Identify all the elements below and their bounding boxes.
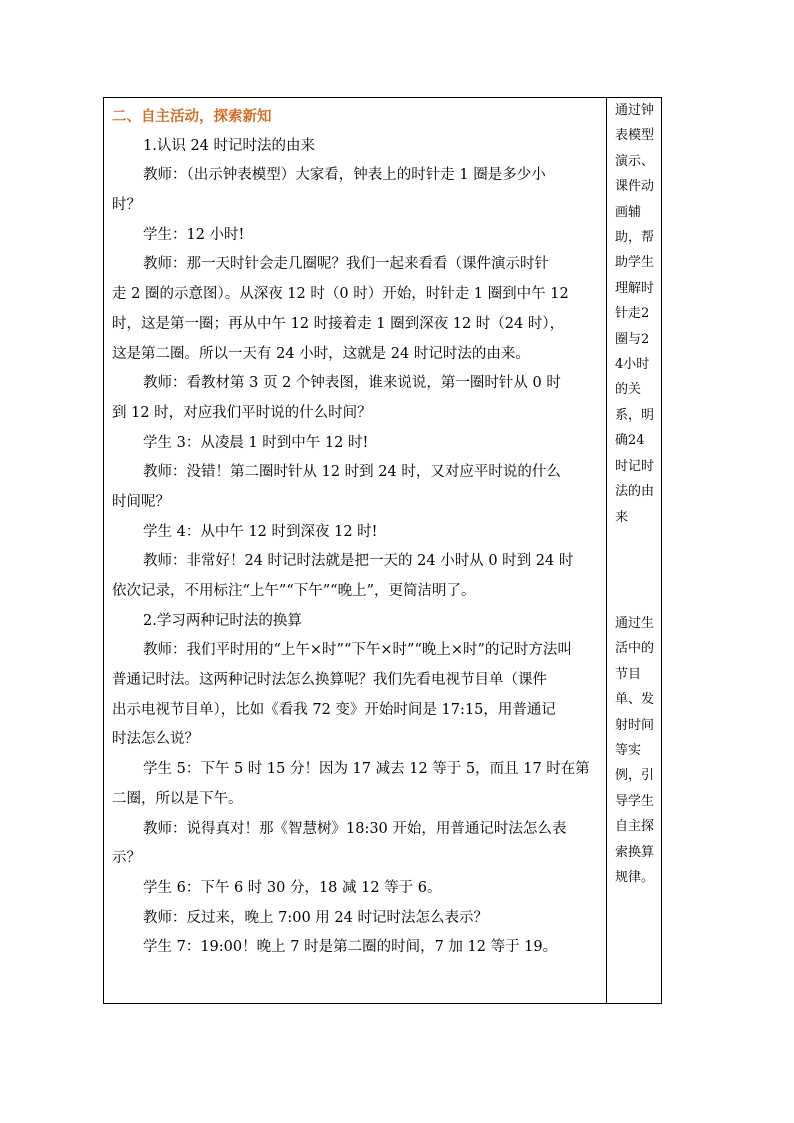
section-heading: 二、自主活动，探索新知 — [112, 108, 272, 125]
text-line: 教师：没错！第二圈时针从 12 时到 24 时，又对应平时说的什么 — [143, 464, 561, 481]
text-line: 时，这是第一圈；再从中午 12 时接着走 1 圈到深夜 12 时（24 时）， — [112, 315, 565, 332]
column-divider — [606, 98, 607, 1003]
text-line: 普通记时法。这两种记时法怎么换算呢？我们先看电视节目单（课件 — [112, 672, 547, 689]
design-note-2: 通过生活中的节目单、发射时间等实例，引导学生自主探索换算规律。 — [615, 616, 655, 886]
text-line: 教师：说得真对！那《智慧树》18:30 开始，用普通记时法怎么表 — [143, 820, 567, 837]
text-line: 二圈，所以是下午。 — [112, 790, 243, 807]
text-line: 学生：12 小时! — [143, 226, 245, 243]
text-line: 教师：我们平时用的“上午×时”“下午×时”“晚上×时”的记时方法叫 — [143, 642, 572, 659]
text-line: 这是第二圈。所以一天有 24 小时，这就是 24 时记时法的由来。 — [112, 345, 530, 362]
text-line: 教师：非常好！24 时记时法就是把一天的 24 小时从 0 时到 24 时 — [143, 553, 574, 570]
text-line: 依次记录，不用标注“上午”“下午”“晚上”，更简洁明了。 — [112, 583, 476, 599]
text-line: 时法怎么说？ — [112, 731, 199, 748]
text-line: 教师：那一天时针会走几圈呢？我们一起来看看（课件演示时针 — [143, 256, 549, 273]
text-line: 2.学习两种记时法的换算 — [143, 612, 302, 629]
text-line: 学生 7：19:00！晚上 7 时是第二圈的时间，7 加 12 等于 19。 — [143, 939, 558, 956]
text-line: 教师：（出示钟表模型）大家看，钟表上的时针走 1 圈是多少小 — [143, 167, 546, 184]
design-note-1: 通过钟表模型演示、课件动画辅助，帮助学生理解时针走2圈与24小时的关系，明确24时记时法的由来 — [615, 103, 655, 525]
text-line: 到 12 时，对应我们平时说的什么时间？ — [112, 404, 372, 421]
text-line: 学生 4：从中午 12 时到深夜 12 时! — [143, 523, 378, 540]
text-line: 示？ — [112, 850, 141, 867]
lesson-table — [103, 97, 662, 1004]
text-line: 出示电视节目单），比如《看我 72 变》开始时间是 17:15，用普通记 — [112, 701, 556, 718]
text-line: 学生 5：下午 5 时 15 分！因为 17 减去 12 等于 5，而且 17 时在第 — [143, 761, 590, 778]
text-line: 走 2 圈的示意图）。从深夜 12 时（0 时）开始，时针走 1 圈到中午 12 — [112, 286, 569, 303]
text-line: 时？ — [112, 197, 141, 214]
text-line: 学生 6：下午 6 时 30 分，18 减 12 等于 6。 — [143, 879, 442, 896]
text-line: 1.认识 24 时记时法的由来 — [143, 137, 316, 154]
text-line: 教师：看教材第 3 页 2 个钟表图，谁来说说，第一圈时针从 0 时 — [143, 375, 561, 392]
text-line: 教师：反过来，晚上 7:00 用 24 时记时法怎么表示？ — [143, 909, 488, 926]
text-line: 学生 3：从凌晨 1 时到中午 12 时! — [143, 434, 369, 451]
lesson-content — [112, 102, 600, 963]
text-line: 时间呢？ — [112, 493, 170, 510]
